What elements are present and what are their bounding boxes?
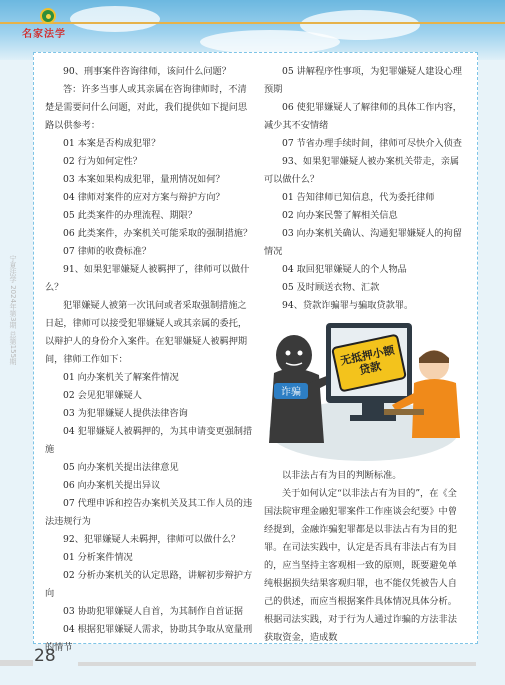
- paragraph: 02 向办案民警了解相关信息: [282, 210, 398, 221]
- cloud-decoration: [200, 30, 340, 54]
- header-divider: [0, 22, 505, 24]
- paragraph: 01 向办案机关了解案件情况: [63, 372, 179, 383]
- side-issue-text: 宁夏法学 2024年第3期 总第155期: [9, 255, 17, 366]
- loan-sign-text: 无抵押小额贷款: [339, 343, 396, 378]
- paragraph: 03 本案如果构成犯罪，量刑情况如何？: [63, 174, 225, 185]
- paragraph: 关于如何认定“以非法占有为目的”，在《全国法院审理金融犯罪案件工作座谈会纪要》中曾经提到，金融诈骗犯罪都是以非法占有为目的犯罪。在司法实践中，认定是否具有非法占有为目的，应当坚持主客观相一致的原则，既要避免单纯根据损失结果客观归罪，也不能仅凭被告人自己的供述，而应当根据案件具体情况具体分析。根据司法实践，对于行为人通过诈骗的方法非法获取资金，造成数: [264, 488, 457, 643]
- right-column-top: [264, 63, 464, 315]
- paragraph: 90、刑事案件咨询律师，该问什么问题？: [63, 66, 231, 77]
- paragraph: 01 告知律师已知信息，代为委托律师: [282, 192, 435, 203]
- paragraph: 以非法占有为目的判断标准。: [282, 470, 402, 481]
- paragraph: 07 律师的收费标准？: [63, 246, 152, 257]
- paragraph: 93、如果犯罪嫌疑人被办案机关带走，亲属可以做什么？: [264, 156, 460, 185]
- paragraph: 01 分析案件情况: [63, 552, 133, 563]
- paragraph: 犯罪嫌疑人被第一次讯问或者采取强制措施之日起，律师可以接受犯罪嫌疑人或其亲属的委托，以辩护人的身份介入案件。在犯罪嫌疑人被羁押期间，律师工作如下：: [45, 300, 248, 365]
- paragraph: 91、如果犯罪嫌疑人被羁押了，律师可以做什么？: [45, 264, 250, 293]
- fraud-tag-label: 诈骗: [281, 387, 301, 398]
- footer-bar: [78, 662, 476, 666]
- paragraph: 07 节省办理手续时间，律师可尽快介入侦查: [282, 138, 462, 149]
- paragraph: 答：许多当事人或其亲属在咨询律师时，不清楚是需要问什么问题，对此，我们提供如下提问思路以供参考：: [45, 84, 248, 131]
- paragraph: 07 代理申诉和控告办案机关及其工作人员的违法违规行为: [45, 498, 253, 527]
- paragraph: 02 会见犯罪嫌疑人: [63, 390, 142, 401]
- paragraph: 02 分析办案机关的认定思路，讲解初步辩护方向: [45, 570, 253, 599]
- paragraph: 05 及时顾送衣物、汇款: [282, 282, 380, 293]
- paragraph: 03 向办案机关确认、沟通犯罪嫌疑人的拘留情况: [264, 228, 462, 257]
- paragraph: 06 使犯罪嫌疑人了解律师的具体工作内容，减少其不安情绪: [264, 102, 462, 131]
- paragraph: 04 根据犯罪嫌疑人需求，协助其争取从宽量刑的情节: [45, 624, 253, 653]
- paragraph: 05 向办案机关提出法律意见: [63, 462, 179, 473]
- paragraph: 01 本案是否构成犯罪？: [63, 138, 161, 149]
- footer-bar-left: [0, 660, 33, 666]
- paragraph: 04 律师对案件的应对方案与辩护方向？: [63, 192, 225, 203]
- paragraph: 03 为犯罪嫌疑人提供法律咨询: [63, 408, 188, 419]
- fraud-illustration: [264, 313, 464, 463]
- paragraph: 06 此类案件，办案机关可能采取的强制措施？: [63, 228, 253, 239]
- cloud-decoration: [70, 6, 160, 32]
- paragraph: 05 此类案件的办理流程、期限？: [63, 210, 198, 221]
- paragraph: 03 协助犯罪嫌疑人自首，为其制作自首证据: [63, 606, 243, 617]
- paragraph: 94、贷款诈骗罪与骗取贷款罪。: [282, 300, 414, 311]
- fraud-tag: [274, 383, 308, 399]
- page-number: 28: [34, 646, 56, 666]
- paragraph: 05 讲解程序性事项，为犯罪嫌疑人建设心理预期: [264, 66, 462, 95]
- brand-title: 名家法学: [22, 29, 66, 40]
- right-column-bottom: [264, 467, 464, 647]
- paragraph: 04 犯罪嫌疑人被羁押的，为其申请变更强制措施: [45, 426, 253, 455]
- paragraph: 06 向办案机关提出异议: [63, 480, 161, 491]
- magazine-logo-icon: [40, 8, 56, 24]
- left-column: [45, 63, 253, 657]
- paragraph: 92、犯罪嫌疑人未羁押，律师可以做什么？: [63, 534, 241, 545]
- paragraph: 02 行为如何定性？: [63, 156, 142, 167]
- paragraph: 04 取回犯罪嫌疑人的个人物品: [282, 264, 407, 275]
